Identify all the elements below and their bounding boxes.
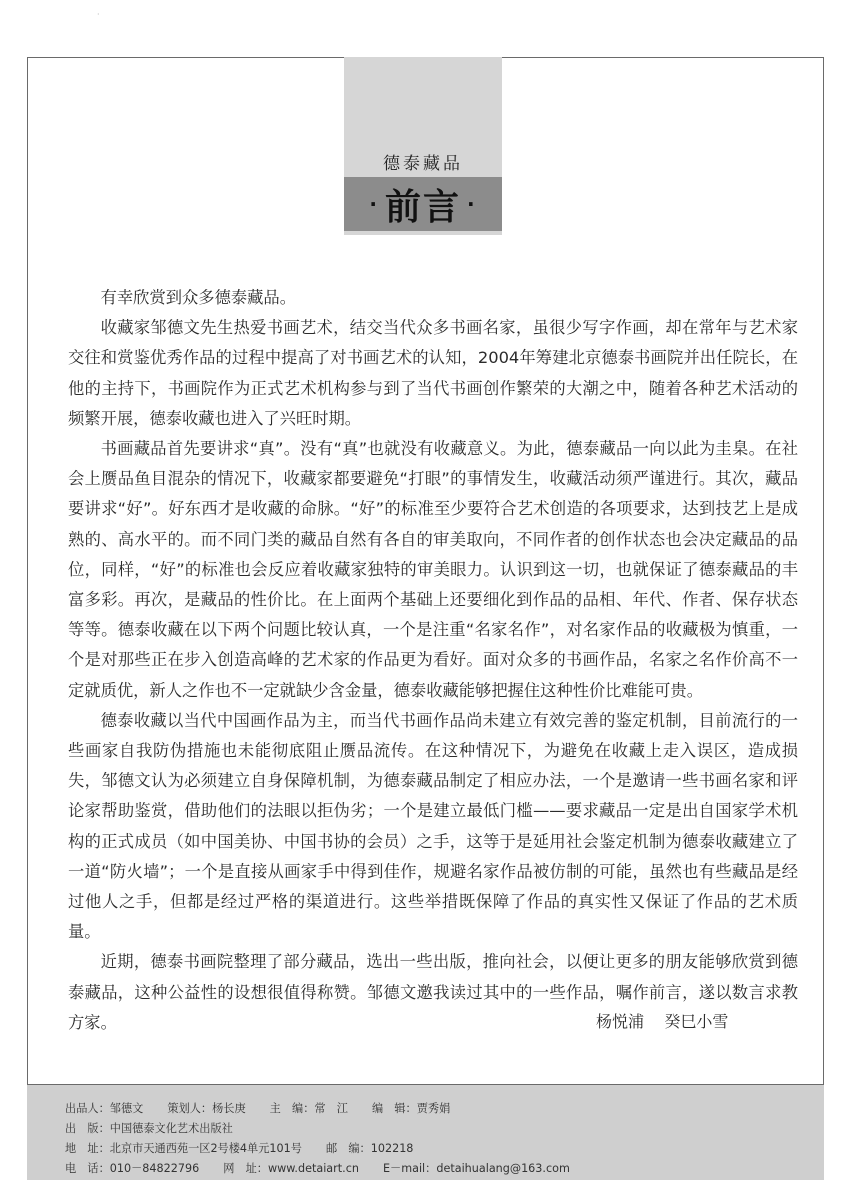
paragraph: 有幸欣赏到众多德泰藏品。 (100, 288, 296, 307)
planner-credit: 策划人：杨长庚 (167, 1102, 246, 1115)
author-signature: 杨悦浦 癸巳小雪 (596, 1012, 729, 1031)
page-title (363, 179, 482, 230)
title-block (344, 57, 502, 235)
publisher-credit: 出 版：中国德泰文化艺术出版社 (65, 1122, 233, 1135)
paragraph: 德泰收藏以当代中国画作品为主，而当代书画作品尚未建立有效完善的鉴定机制，目前流行的一些画家自我防伪措施也未能彻底阻止赝品流传。在这种情况下，为避免在收藏上走入误区，造成损失，邹德文认为必须建立自身保障机制，为德泰藏品制定了相应办法，一个是邀请一些书画名家和评论家帮助鉴赏，借助他们的法眼以拒伪劣；一个是建立最低门槛——要求藏品一定是出自国家学术机构的正式成员（如中国美协、中国书协的会员）之手，这等于是延用社会鉴定机制为德泰收藏建立了一道“防火墙”；一个是直接从画家手中得到佳作，规避名家作品被仿制的可能，虽然也有些藏品是经过他人之手，但都是经过严格的渠道进行。这些举措既保障了作品的真实性又保证了作品的艺术质量。 (68, 710, 798, 942)
email-credit: E－mail：detaihualang@163.com (382, 1162, 570, 1175)
title-dot-right: · (467, 192, 477, 216)
producer-credit: 出品人：邹德文 (65, 1102, 144, 1115)
address-credit: 地 址：北京市天通西苑一区2号楼4单元101号 (65, 1142, 302, 1155)
title-dot-left: · (369, 192, 379, 216)
title-band (344, 177, 502, 231)
postcode-credit: 邮 编：102218 (325, 1142, 414, 1155)
scan-mark: · (97, 10, 100, 19)
paragraph: 近期，德泰书画院整理了部分藏品，选出一些出版，推向社会，以便让更多的朋友能够欣赏到德泰藏品，这种公益性的设想很值得称赞。邹德文邀我读过其中的一些作品，嘱作前言，遂以数言求教方家。 (68, 952, 798, 1032)
credit-line-contact (65, 1159, 570, 1179)
colophon (27, 1085, 824, 1180)
page-title-text: 前言 (384, 186, 461, 228)
phone-credit: 电 话：010－84822796 (65, 1162, 200, 1175)
editor-credit: 编 辑：贾秀娟 (371, 1102, 451, 1115)
credit-line-address (65, 1139, 570, 1159)
credit-line-staff (65, 1099, 570, 1119)
website-credit: 网 址：www.detaiart.cn (223, 1162, 359, 1175)
paragraph: 收藏家邹德文先生热爱书画艺术，结交当代众多书画名家，虽很少写字作画，却在常年与艺术家交往和赏鉴优秀作品的过程中提高了对书画艺术的认知，2004年筹建北京德泰书画院并出任院长，在他的主持下，书画院作为正式艺术机构参与到了当代书画创作繁荣的大潮之中，随着各种艺术活动的频繁开展，德泰收藏也进入了兴旺时期。 (68, 318, 798, 428)
paragraph: 书画藏品首先要讲求“真”。没有“真”也就没有收藏意义。为此，德泰藏品一向以此为圭臬。在社会上赝品鱼目混杂的情况下，收藏家都要避免“打眼”的事情发生，收藏活动须严谨进行。其次，藏品要讲求“好”。好东西才是收藏的命脉。“好”的标准至少要符合艺术创造的各项要求，达到技艺上是成熟的、高水平的。而不同门类的藏品自然有各自的审美取向，不同作者的创作状态也会决定藏品的品位，同样，“好”的标准也会反应着收藏家独特的审美眼力。认识到这一切，也就保证了德泰藏品的丰富多彩。再次，是藏品的性价比。在上面两个基础上还要细化到作品的品相、年代、作者、保存状态等等。德泰收藏在以下两个问题比较认真，一个是注重“名家名作”，对名家作品的收藏极为慎重，一个是对那些正在步入创造高峰的艺术家的作品更为看好。面对众多的书画作品，名家之名作价高不一定就质优，新人之作也不一定就缺少含金量，德泰收藏能够把握住这种性价比难能可贵。 (68, 439, 798, 700)
editor-in-chief-credit: 主 编：常 江 (269, 1102, 348, 1115)
colophon-credits (65, 1099, 570, 1179)
series-subtitle: 德泰藏品 (383, 154, 463, 174)
preface-body (68, 283, 798, 1038)
credit-line-publisher (65, 1119, 570, 1139)
